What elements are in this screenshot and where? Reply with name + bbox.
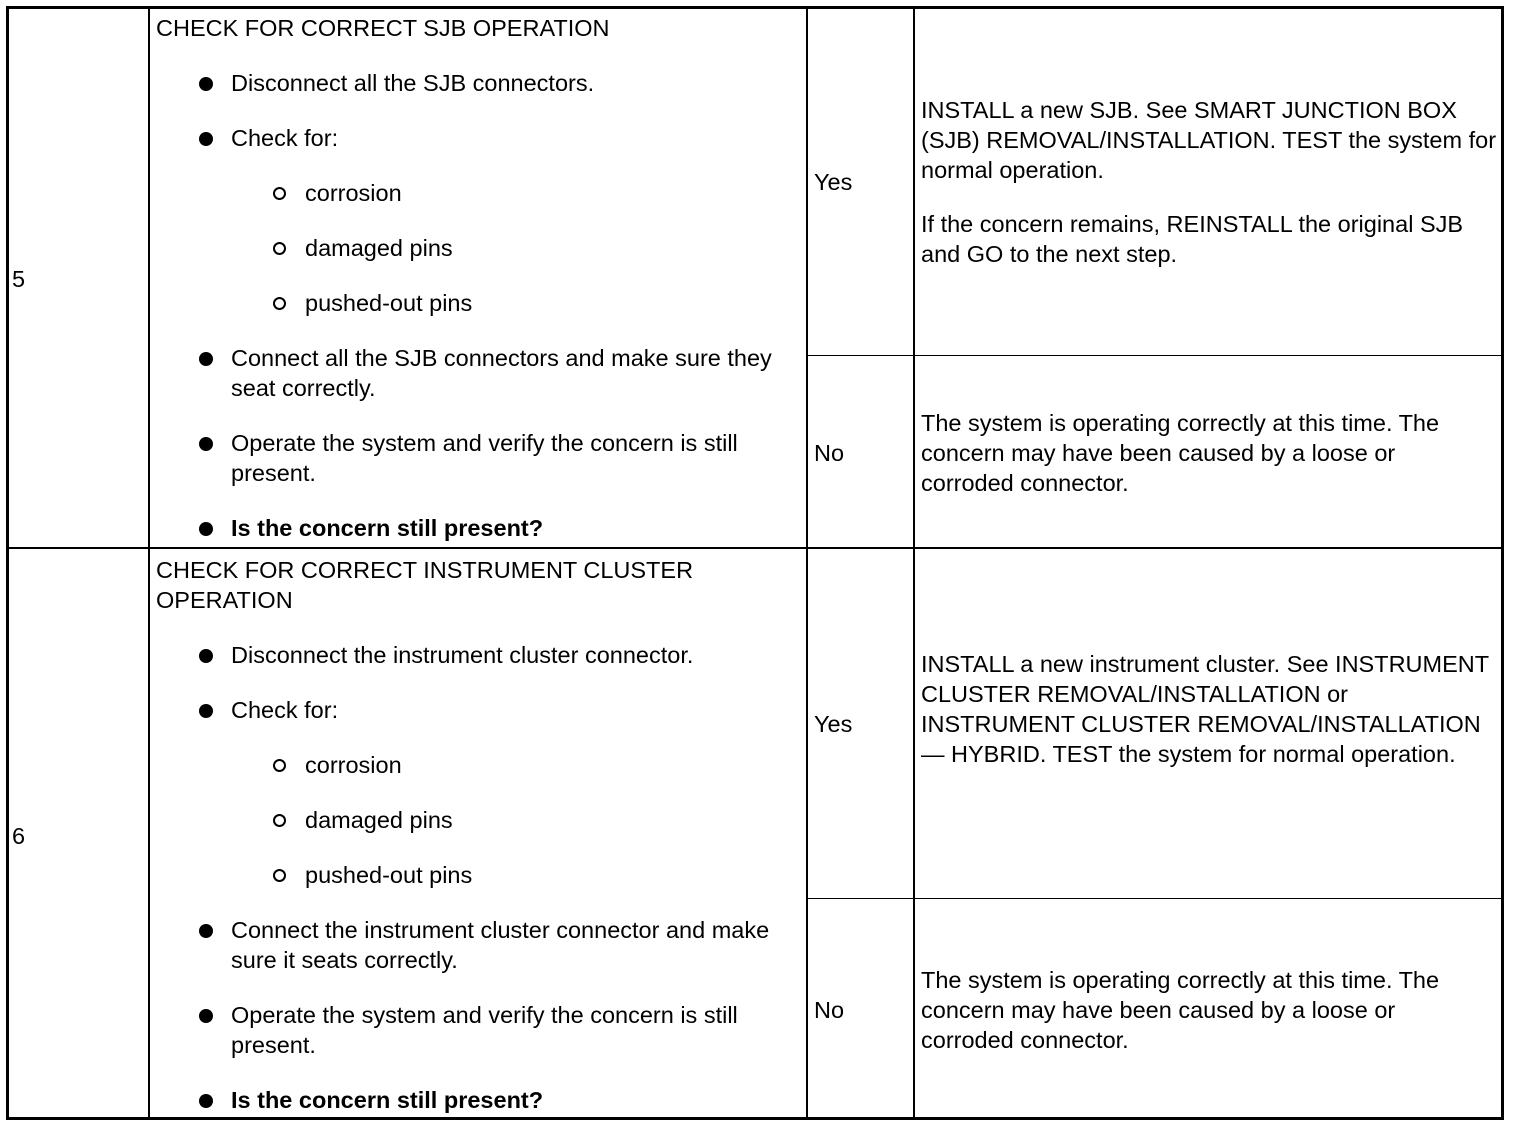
bullet-icon — [199, 522, 213, 536]
bullet-icon — [199, 352, 213, 366]
check-item: pushed-out pins — [305, 862, 473, 888]
row-divider — [806, 355, 1504, 356]
step-instruction: Connect all the SJB connectors and make sure they seat correctly. — [231, 345, 772, 401]
sub-bullet-icon — [273, 759, 286, 772]
answer-yes-label: Yes — [814, 711, 853, 737]
step-instruction: Check for: — [231, 125, 339, 151]
check-item: corrosion — [305, 180, 402, 206]
bullet-icon — [199, 437, 213, 451]
step-number: 5 — [12, 266, 26, 292]
step-instruction: Connect the instrument cluster connector and make sure it seats correctly. — [231, 917, 770, 973]
bullet-icon — [199, 704, 213, 718]
bullet-icon — [199, 924, 213, 938]
step-instruction: Operate the system and verify the concern is still present. — [231, 1002, 738, 1058]
check-item: corrosion — [305, 752, 402, 778]
step-title: CHECK FOR CORRECT INSTRUMENT CLUSTER OPERATION — [156, 557, 694, 613]
step-question: Is the concern still present? — [231, 515, 544, 541]
sub-bullet-icon — [273, 297, 286, 310]
step-number: 6 — [12, 823, 26, 849]
column-divider — [806, 6, 808, 1120]
sub-bullet-icon — [273, 869, 286, 882]
step-instruction: Disconnect the instrument cluster connector. — [231, 642, 694, 668]
step-instruction: Check for: — [231, 697, 339, 723]
column-divider — [913, 6, 915, 1120]
answer-no-label: No — [814, 997, 845, 1023]
bullet-icon — [199, 77, 213, 91]
step-instruction: Operate the system and verify the concern is still present. — [231, 430, 738, 486]
sub-bullet-icon — [273, 187, 286, 200]
bullet-icon — [199, 649, 213, 663]
answer-no-label: No — [814, 440, 845, 466]
bullet-icon — [199, 132, 213, 146]
bullet-icon — [199, 1094, 213, 1108]
answer-yes-followup: If the concern remains, REINSTALL the original SJB and GO to the next step. — [921, 211, 1464, 267]
bullet-icon — [199, 1009, 213, 1023]
column-divider — [148, 6, 150, 1120]
answer-yes-label: Yes — [814, 169, 853, 195]
sub-bullet-icon — [273, 814, 286, 827]
step-instruction: Disconnect all the SJB connectors. — [231, 70, 595, 96]
answer-no-action: The system is operating correctly at this time. The concern may have been caused by a loose or corroded connector. — [921, 967, 1440, 1053]
step-question: Is the concern still present? — [231, 1087, 544, 1113]
sub-bullet-icon — [273, 242, 286, 255]
check-item: damaged pins — [305, 807, 453, 833]
answer-yes-action: INSTALL a new SJB. See SMART JUNCTION BOX (SJB) REMOVAL/INSTALLATION. TEST the system for normal operation. — [921, 97, 1497, 183]
row-divider — [806, 898, 1504, 899]
step-title: CHECK FOR CORRECT SJB OPERATION — [156, 15, 610, 41]
answer-yes-action: INSTALL a new instrument cluster. See INSTRUMENT CLUSTER REMOVAL/INSTALLATION or INSTRUMENT CLUSTER REMOVAL/INSTALLATION — HYBRID. TEST the system for normal operation. — [921, 651, 1489, 767]
answer-no-action: The system is operating correctly at this time. The concern may have been caused by a loose or corroded connector. — [921, 410, 1440, 496]
check-item: pushed-out pins — [305, 290, 473, 316]
check-item: damaged pins — [305, 235, 453, 261]
row-divider — [6, 547, 1504, 549]
